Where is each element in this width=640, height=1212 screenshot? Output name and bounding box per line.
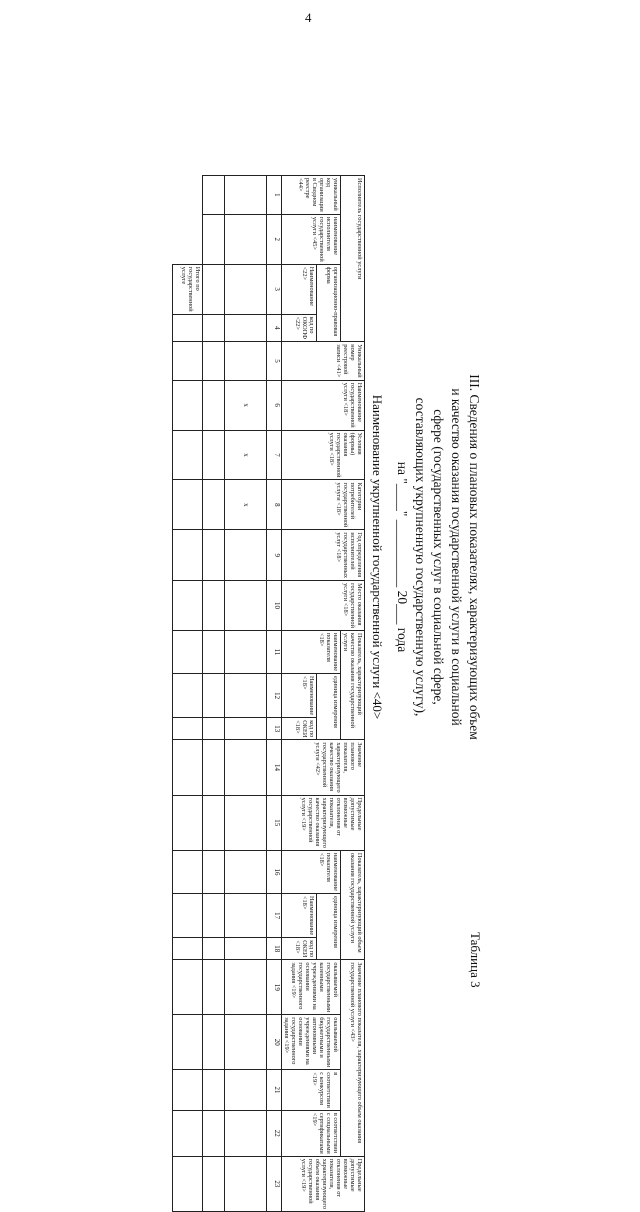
header-unique-code: уникальный код организации в Сводном реестре <44> xyxy=(282,176,341,215)
header-quality-unit-name: Наименование <18> xyxy=(282,674,317,718)
header-quality: Показатель, характеризующий качество оказания государственной услуги xyxy=(341,630,365,739)
header-volume-deviation: Предельные допустимые возможные отклонения от показателя, характеризующего объем оказания государственной услуги <19> xyxy=(282,1156,365,1211)
header-registry: Уникальный номер реестровой записи <41> xyxy=(282,342,365,380)
column-number: 18 xyxy=(267,938,282,960)
header-place: Место оказания государственной услуги <18> xyxy=(282,581,365,631)
column-number: 5 xyxy=(267,342,282,380)
column-number: 21 xyxy=(267,1070,282,1111)
header-legal-form-code: код по ОКОПФ <22> xyxy=(282,314,317,342)
header-volume-unit-name: Наименование <18> xyxy=(282,893,317,937)
column-number-row xyxy=(267,176,282,1212)
heading-line: и качество оказания государственной услуги в социальной xyxy=(449,388,464,726)
heading-line: III. Сведения о плановых показателях, характеризующих объем xyxy=(467,374,482,740)
heading-line: сфере (государственных услуг в социальной сфере, xyxy=(431,409,446,705)
column-number: 16 xyxy=(267,850,282,893)
header-volume-value: Значение планового показателя, характеризующего объем оказания государственной услуги <43> xyxy=(341,960,365,1156)
column-number: 23 xyxy=(267,1156,282,1211)
column-number: 15 xyxy=(267,795,282,850)
column-number: 22 xyxy=(267,1110,282,1156)
table-label: Таблица 3 xyxy=(468,932,483,988)
column-number: 14 xyxy=(267,740,282,795)
header-volume-unit: единица измерения xyxy=(316,893,340,959)
header-executor-name: наименование исполнителя государственной услуги <45> xyxy=(282,214,341,264)
header-volume-unit-code: код по ОКЕИ <18> xyxy=(282,938,317,960)
header-volume-contest: в соответствии с конкурсом <19> xyxy=(282,1070,341,1111)
column-number: 8 xyxy=(267,480,282,530)
column-number: 10 xyxy=(267,581,282,631)
column-number: 6 xyxy=(267,380,282,430)
header-volume-budget: оказываемой государственными бюджетными и автономными учреждениями на основании государственного задания <19> xyxy=(282,1015,341,1070)
header-quality-deviation: Предельные допустимые возможные отклонения от показателя, характеризующего качество оказания государственной услуги <19> xyxy=(282,795,365,850)
cell-mark: x xyxy=(225,430,267,480)
column-number: 20 xyxy=(267,1015,282,1070)
column-number: 2 xyxy=(267,214,282,264)
column-number: 13 xyxy=(267,718,282,740)
rotated-sheet xyxy=(0,157,493,1209)
cell-mark: x xyxy=(225,480,267,530)
column-number: 17 xyxy=(267,893,282,937)
header-volume-certificates: в соответствии с социальными сертификатами <19> xyxy=(282,1110,341,1156)
column-number: 1 xyxy=(267,176,282,215)
total-row xyxy=(173,176,203,1212)
column-number: 12 xyxy=(267,674,282,718)
heading-line: на "____" __________ 20___ года xyxy=(395,461,410,653)
header-quality-unit: единица измерения xyxy=(316,674,340,740)
header-volume: Показатель, характеризующий объем оказания государственной услуги xyxy=(341,850,365,959)
table-row xyxy=(225,176,267,1212)
header-legal-form-name: Наименование <22> xyxy=(282,264,317,314)
column-number: 11 xyxy=(267,630,282,673)
header-volume-kazennye: оказываемой государственными казенными учреждениями на основании государственного задания <19> xyxy=(282,960,341,1015)
column-number: 3 xyxy=(267,264,282,314)
page-number: 4 xyxy=(305,10,312,25)
column-number: 7 xyxy=(267,430,282,480)
header-executor: Исполнитель государственной услуги xyxy=(341,176,365,342)
table-row xyxy=(203,176,225,1212)
heading-line: составляющих укрупненную государственную услугу), xyxy=(413,397,428,717)
header-legal-form: организационно-правовая форма xyxy=(316,264,340,342)
section-heading xyxy=(393,197,483,917)
header-quality-indicator-name: наименование показателя <18> xyxy=(282,630,341,673)
header-quality-value: Значение планового показателя, характеризующего качество оказания государственной услуги <42> xyxy=(282,740,365,795)
service-subtitle: Наименование укрупненной государственной услуги <40> xyxy=(370,394,385,720)
plan-table xyxy=(172,175,365,1212)
total-label: Итого по государственной услуге xyxy=(173,264,203,314)
header-conditions: Условия (формы) оказания государственной услуги <18> xyxy=(282,430,365,480)
header-categories: Категории потребителей государственной услуги <18> xyxy=(282,480,365,530)
header-volume-indicator-name: наименование показателя <18> xyxy=(282,850,341,893)
column-number: 9 xyxy=(267,530,282,581)
header-year: Год определения исполнителей государственных услуг <18> xyxy=(282,530,365,581)
cell-mark: x xyxy=(225,380,267,430)
header-service-name: Наименование государственной услуги <18> xyxy=(282,380,365,430)
header-quality-unit-code: код по ОКЕИ <18> xyxy=(282,718,317,740)
column-number: 4 xyxy=(267,314,282,342)
column-number: 19 xyxy=(267,960,282,1015)
